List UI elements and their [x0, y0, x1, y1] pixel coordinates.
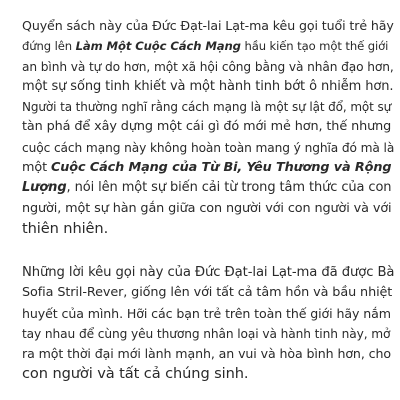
text-segment: ra một thời đại mới lành mạnh, an vui và hòa bình hơn, cho	[22, 346, 391, 362]
emphasized-phrase: Làm Một Cuộc Cách Mạng	[75, 39, 241, 54]
text-segment: huyết của mình. Hỡi các bạn trẻ trên toàn thế giới hãy nắm	[22, 305, 391, 321]
text-line	[22, 199, 394, 219]
text-line	[22, 158, 394, 178]
text-segment: một sự sống tinh khiết và một hành tinh bớt ô nhiễm hơn.	[22, 78, 394, 94]
text-line	[22, 77, 394, 97]
emphasized-phrase: Cuộc Cách Mạng của Từ Bi, Yêu Thương và Rộng	[50, 160, 392, 176]
paragraph-2	[22, 263, 394, 385]
text-segment: thiên nhiên.	[22, 219, 109, 237]
text-line	[22, 138, 394, 158]
text-segment: một	[22, 160, 51, 176]
text-line	[22, 36, 394, 56]
text-segment: Những lời kêu gọi này của Đức Đạt-lai Lạt-ma đã được Bà	[22, 265, 395, 280]
text-segment: Sofia Stril-Rever, giống lên với tất cả tâm hồn và bầu nhiệt	[22, 285, 393, 301]
text-segment: con người và tất cả chúng sinh.	[22, 365, 249, 383]
text-line	[22, 57, 394, 77]
text-segment: , nói lên một sự biến cải từ trong tâm thức của con	[66, 180, 392, 196]
text-segment: an bình và tự do hơn, một xã hội công bằng và nhân đạo hơn,	[22, 59, 394, 74]
text-segment: Quyển sách này của Đức Đạt-lai Lạt-ma kêu gọi tuổi trẻ hãy	[22, 18, 394, 33]
text-segment: cuộc cách mạng này không hoàn toàn mang ý nghĩa đó mà là	[22, 140, 395, 155]
text-segment: người, một sự hàn gắn giữa con người với con người và với	[22, 200, 392, 216]
text-line	[22, 97, 394, 117]
text-line	[22, 283, 394, 303]
text-line	[22, 304, 394, 324]
text-line	[22, 219, 394, 239]
text-line	[22, 178, 394, 198]
text-line	[22, 344, 394, 364]
emphasized-phrase: Lượng	[22, 180, 67, 196]
text-line	[22, 16, 394, 36]
text-segment: tàn phá để xây dựng một cái gì đó mới mẻ hơn, thế nhưng	[22, 119, 392, 135]
text-segment: Người ta thường nghĩ rằng cách mạng là một sự lật đổ, một sự	[22, 100, 392, 115]
text-line	[22, 117, 394, 137]
text-segment: hầu kiến tạo một thế giới	[240, 39, 389, 54]
text-line	[22, 263, 394, 283]
text-line	[22, 324, 394, 344]
paragraph-1	[22, 16, 394, 239]
text-segment: đứng lên	[22, 39, 76, 54]
text-segment: tay nhau để cùng yêu thương nhân loại và hành tinh này, mở	[22, 326, 391, 341]
text-line	[22, 364, 394, 384]
